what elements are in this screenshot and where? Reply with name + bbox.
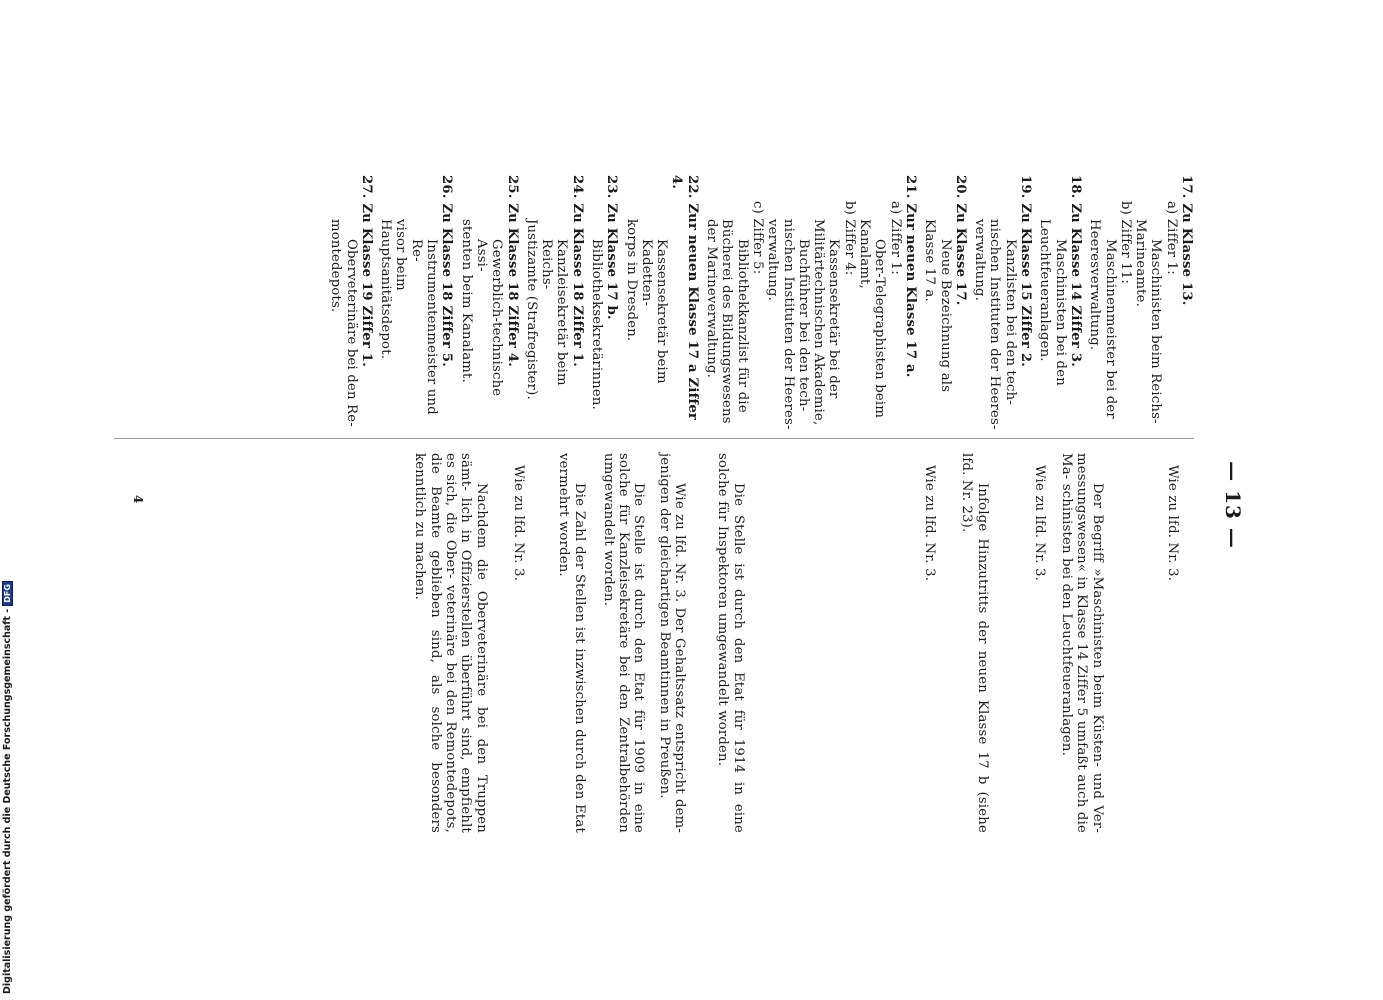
page-number: — 13 — <box>1221 461 1245 549</box>
entry-line: Maschinisten bei den <box>1052 239 1068 386</box>
entry-21 <box>704 175 918 433</box>
entry-line: Kanalamt, <box>857 219 873 289</box>
entry-line: Kanzlisten bei den tech- <box>1002 239 1018 405</box>
entry-line: Buchführer bei den tech- <box>795 239 811 412</box>
remark-24: Die Stelle ist durch den Etat für 1909 in eine solche für Kanzleisekretäre bei den Zentralbehörden umgewandelt worden. <box>600 453 647 833</box>
entry-heading: 22. Zur neuen Klasse 17 a Ziffer 4. <box>669 175 700 421</box>
entry-line: Kassensekretär bei der <box>826 239 842 399</box>
entry-22 <box>623 175 699 433</box>
entry-line: b) Ziffer 4: <box>841 201 857 276</box>
entry-line: verwaltung. <box>765 219 781 302</box>
remark-21: Wie zu lfd. Nr. 3. <box>921 465 937 582</box>
left-column <box>324 175 1194 433</box>
entry-line: a) Ziffer 1: <box>887 201 903 275</box>
entry-line: Klasse 17 a. <box>922 219 938 302</box>
rotated-page <box>130 175 1245 835</box>
entry-line: der Marineverwaltung. <box>704 219 720 378</box>
entry-18 <box>1037 175 1083 433</box>
column-divider <box>114 438 1194 439</box>
remark-26: Wie zu lfd. Nr. 3. <box>510 465 526 582</box>
footer-credit <box>2 581 13 994</box>
entry-line: Bücherei des Bildungswesens <box>719 219 735 424</box>
remark-23: Wie zu lfd. Nr. 3. Der Gehaltssatz entspricht dem- jenigen der gleichartigen Beamtinnen in Preußen. <box>656 453 688 833</box>
entry-line: Instrumentenmeister und Re- <box>408 239 440 415</box>
remark-20: Infolge Hinzutritts der neuen Klasse 17 b (siehe lfd. Nr. 23). <box>959 453 990 833</box>
footer-text: Digitalisierung gefördert durch die Deutsche Forschungsgemeinschaft - <box>2 608 13 994</box>
entry-heading: 24. Zu Klasse 18 Ziffer 1. <box>569 175 585 368</box>
entry-line: Leuchtfeueranlagen. <box>1037 219 1053 362</box>
entry-line: c) Ziffer 5: <box>749 201 765 275</box>
entry-line: Kanzleisekretär beim Reichs- <box>539 239 570 386</box>
entry-heading: 18. Zu Klasse 14 Ziffer 3. <box>1067 175 1083 368</box>
remark-25: Die Zahl der Stellen ist inzwischen durch den Etat vermehrt worden. <box>556 453 587 833</box>
entry-line: verwaltung. <box>972 219 988 302</box>
entry-line: Bibliotheksekretärinnen. <box>589 239 605 410</box>
signature-mark: 4 <box>131 495 145 504</box>
entry-line: nischen Instituten der Heeres- <box>987 219 1003 430</box>
entry-24 <box>524 175 585 433</box>
entry-line: Maschinisten beim Reichs- <box>1148 239 1164 424</box>
entry-line: Heeresverwaltung. <box>1087 219 1103 351</box>
entry-25 <box>458 175 519 433</box>
remark-27: Nachdem die Oberveterinäre bei den Truppen sämt- lich in Offizierstellen überführt sind, empfiehlt es sich, die Ober- veterinäre bei den Remontedepots, die Beamte geblieben sind, als solche besonders kenntlich zu machen. <box>412 453 489 833</box>
entry-26 <box>378 175 454 433</box>
remark-17: Wie zu lfd. Nr. 3. <box>1165 465 1180 582</box>
entry-heading: 26. Zu Klasse 18 Ziffer 5. <box>439 175 455 368</box>
entry-line: korps in Dresden. <box>623 219 639 342</box>
entry-line: Marineamte. <box>1133 219 1149 308</box>
entry-line: Militärtechnischen Akademie, <box>811 219 827 426</box>
entry-line: a) Ziffer 1: <box>1163 201 1179 275</box>
entry-line: Neue Bezeichnung als <box>937 239 953 393</box>
entry-27 <box>328 175 374 433</box>
entry-heading: 17. Zu Klasse 13. <box>1179 175 1194 306</box>
remark-19: Wie zu lfd. Nr. 3. <box>1031 465 1047 582</box>
entry-line: Justizamte (Strafregister). <box>523 219 539 400</box>
entry-line: Oberveterinäre bei den Re- <box>343 239 359 427</box>
entry-line: nischen Instituten der Heeres- <box>780 219 796 430</box>
entry-heading: 25. Zu Klasse 18 Ziffer 4. <box>504 175 520 368</box>
remark-18: Der Begriff »Maschinisten beim Küsten- und Ver- messungswesen« in Klasse 14 Ziffer 5 umfaßt auch die Ma- schinisten bei den Leuchtfeueranlagen. <box>1059 453 1105 833</box>
entry-heading: 19. Zu Klasse 15 Ziffer 2. <box>1018 175 1034 368</box>
entry-17 <box>1087 175 1194 433</box>
entry-heading: 23. Zu Klasse 17 b. <box>604 175 620 320</box>
entry-line: montedepots. <box>328 219 344 313</box>
entry-line: visor beim Hauptsanitätsdepot. <box>378 219 409 360</box>
entry-line: Gewerblich-technische Assi- <box>473 239 505 397</box>
entry-heading: 20. Zu Klasse 17. <box>952 175 968 306</box>
entry-line: Ober-Telegraphisten beim <box>872 239 888 419</box>
entry-line: Bibliothekkanzlist für die <box>734 239 750 413</box>
remark-22: Die Stelle ist durch den Etat für 1914 in eine solche für Inspektoren umgewandelt worden. <box>715 453 746 833</box>
entry-heading: 21. Zur neuen Klasse 17 a. <box>902 175 918 378</box>
dfg-logo-icon: DFG <box>2 581 13 606</box>
right-column <box>406 453 1194 833</box>
entry-line: b) Ziffer 11: <box>1117 201 1133 285</box>
entry-20 <box>922 175 968 433</box>
entry-23 <box>589 175 620 433</box>
entry-line: Maschinenmeister bei der <box>1102 239 1118 419</box>
entry-line: stenten beim Kanalamt. <box>458 219 474 383</box>
entry-heading: 27. Zu Klasse 19 Ziffer 1. <box>358 175 374 368</box>
entry-line: Kassensekretär beim Kadetten- <box>638 239 670 384</box>
entry-19 <box>972 175 1033 433</box>
